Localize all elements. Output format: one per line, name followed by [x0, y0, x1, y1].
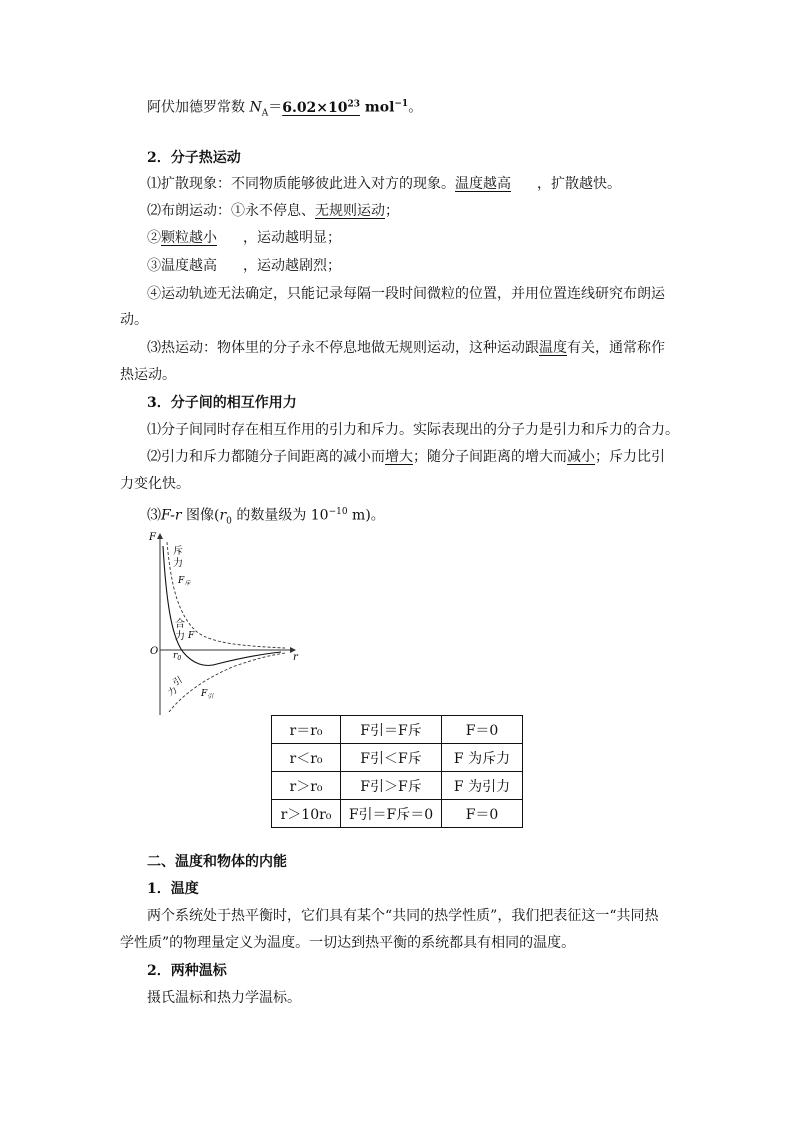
- avogadro-unit-exp: −1: [394, 99, 409, 109]
- avogadro-line: [147, 94, 422, 123]
- avogadro-unit: mol: [360, 99, 395, 116]
- f-repulsive-label: $F_斥$: [178, 576, 191, 587]
- section3-heading: 3．分子间的相互作用力: [147, 395, 297, 411]
- table-cell: F＝0: [442, 716, 523, 744]
- r0-label: $r_0$: [173, 651, 182, 662]
- temperature-heading: 1．温度: [147, 881, 199, 897]
- table-cell: F＝0: [442, 800, 523, 828]
- thermal-tail: 有关，通常称作: [567, 340, 665, 356]
- section2-heading: 2．分子热运动: [147, 150, 241, 166]
- force-2-blank-a: 增大: [385, 449, 413, 465]
- brownian-3-tail: ，运动越剧烈；: [243, 258, 341, 274]
- temperature-line-2: 学性质”的物理量定义为温度。一切达到热平衡的系统都具有相同的温度。: [120, 935, 576, 951]
- table-cell: r＞10r₀: [272, 800, 341, 828]
- net-label-1: 合: [175, 619, 185, 630]
- caption-symbol: F-r: [161, 507, 182, 524]
- force-2-text: ⑵引力和斥力都随分子间距离的减小而: [147, 449, 385, 465]
- brownian-2-tail: ，运动越明显；: [243, 230, 341, 246]
- net-f-label: F: [188, 631, 195, 641]
- table-row: [272, 716, 523, 744]
- avogadro-end: 。: [408, 99, 423, 116]
- table-row: [272, 772, 523, 800]
- brownian-line-4b: 动。: [120, 312, 148, 328]
- brownian-2-blank: 颗粒越小: [161, 230, 217, 246]
- force-2-tail: ；斥力比引: [595, 449, 665, 465]
- table-row: [272, 800, 523, 828]
- table-cell: r＜r₀: [272, 744, 341, 772]
- axis-y-label: F: [149, 532, 156, 543]
- diffusion-blank: 温度越高: [455, 176, 511, 192]
- caption-r: r: [219, 507, 227, 524]
- caption-num: ⑶: [147, 507, 161, 524]
- force-line-2: [147, 447, 665, 467]
- force-table: [271, 715, 523, 828]
- table-cell: F引＝F斥＝0: [341, 800, 442, 828]
- caption-text: 图像(: [181, 507, 220, 524]
- avogadro-value: 6.02×10: [282, 99, 348, 116]
- repulsive-label-2: 力: [173, 558, 183, 569]
- table-cell: F引＜F斥: [341, 744, 442, 772]
- axis-x-label: r: [293, 652, 298, 663]
- brownian-text: ⑵布朗运动：①永不停息、: [147, 203, 315, 219]
- table-cell: r＞r₀: [272, 772, 341, 800]
- scales-body: 摄氏温标和热力学温标。: [147, 990, 301, 1006]
- brownian-line-3: [147, 256, 341, 276]
- brownian-line-4: ④运动轨迹无法确定，只能记录每隔一段时间微粒的位置，并用位置连线研究布朗运: [147, 286, 665, 302]
- thermal-motion-line: [147, 338, 665, 358]
- attractive-label-1: 引: [171, 675, 185, 689]
- thermal-blank: 温度: [539, 340, 567, 356]
- f-r-graph: [145, 528, 305, 718]
- diffusion-line: [147, 174, 621, 194]
- avogadro-symbol-sub: A: [261, 108, 269, 119]
- force-line-2b: 力变化快。: [120, 476, 190, 492]
- diffusion-text: ⑴扩散现象：不同物质能够彼此进入对方的现象。: [147, 176, 455, 192]
- thermal-text: ⑶热运动：物体里的分子永不停息地做无规则运动，这种运动跟: [147, 340, 539, 356]
- avogadro-value-exp: 23: [347, 99, 361, 109]
- table-row: [272, 744, 523, 772]
- thermal-motion-line-2: 热运动。: [120, 367, 176, 383]
- brownian-line-2: [147, 228, 341, 248]
- scales-heading: 2．两种温标: [147, 963, 227, 979]
- caption-unit: m)。: [347, 507, 385, 524]
- diffusion-tail: ，扩散越快。: [537, 176, 621, 192]
- attractive-label-2: 力: [166, 685, 180, 699]
- part2-heading: 二、温度和物体的内能: [147, 854, 287, 870]
- force-2-blank-b: 减小: [567, 449, 595, 465]
- brownian-tail: ；: [385, 203, 399, 219]
- brownian-3-text: ③温度越高: [147, 258, 217, 274]
- caption-exp: −10: [328, 507, 348, 517]
- table-cell: F 为引力: [442, 772, 523, 800]
- caption-r-sub: 0: [226, 516, 232, 527]
- table-cell: F引＝F斥: [341, 716, 442, 744]
- table-cell: F 为斥力: [442, 744, 523, 772]
- net-label-2: 力: [175, 631, 185, 642]
- brownian-line-1: [147, 201, 399, 221]
- avogadro-eq: ＝: [268, 99, 283, 116]
- avogadro-prefix: 阿伏加德罗常数: [147, 99, 250, 116]
- force-line-1: ⑴分子间同时存在相互作用的引力和斥力。实际表现出的分子力是引力和斥力的合力。: [147, 422, 679, 438]
- table-cell: r＝r₀: [272, 716, 341, 744]
- repulsive-label-1: 斥: [173, 546, 183, 557]
- origin-label: O: [150, 646, 159, 657]
- f-attractive-label: $F_引$: [201, 689, 214, 700]
- caption-order: 的数量级为 10: [231, 507, 329, 524]
- brownian-blank: 无规则运动: [315, 203, 385, 219]
- avogadro-symbol: N: [249, 99, 262, 116]
- table-cell: F引＞F斥: [341, 772, 442, 800]
- temperature-line-1: 两个系统处于热平衡时，它们具有某个“共同的热学性质”，我们把表征这一“共同热: [147, 908, 659, 924]
- brownian-2-num: ②: [147, 230, 161, 246]
- force-2-mid: ；随分子间距离的增大而: [413, 449, 567, 465]
